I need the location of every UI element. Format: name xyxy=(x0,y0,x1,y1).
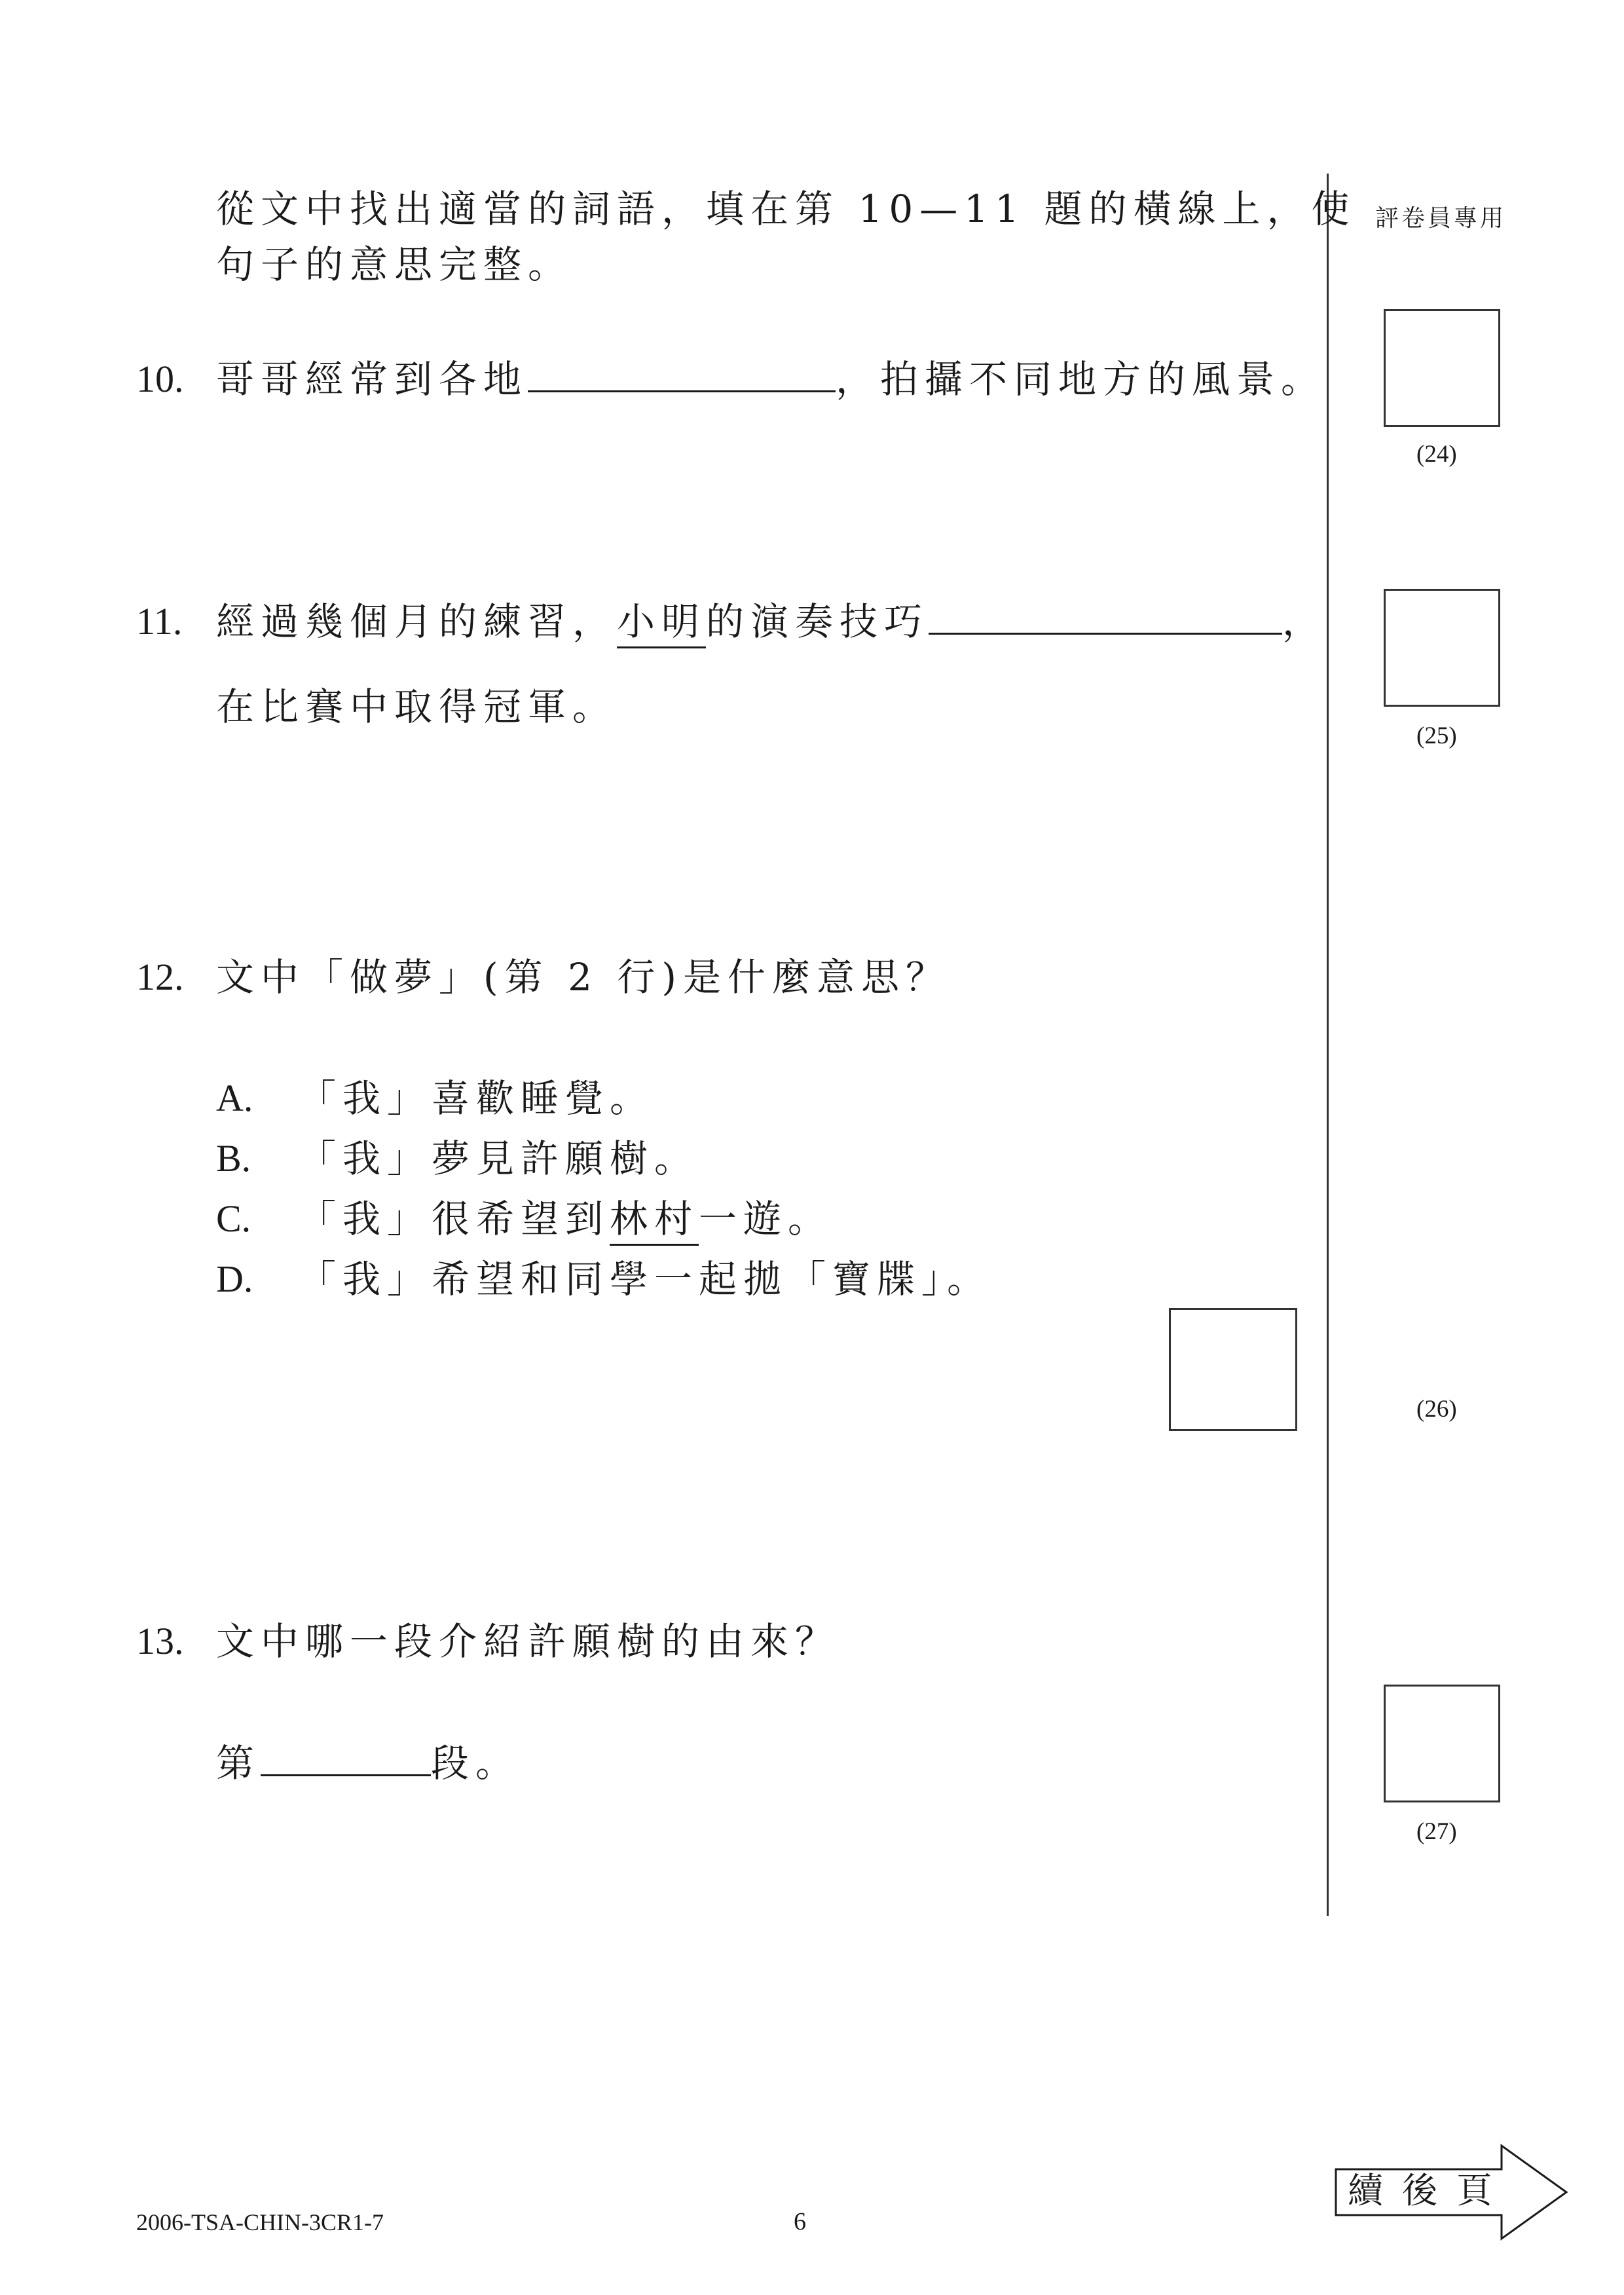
instruction-line-2: 句子的意思完整。 xyxy=(216,242,573,287)
question-10-number: 10. xyxy=(136,358,184,400)
question-11-answer-line[interactable] xyxy=(929,627,1282,635)
marker-use-header: 評卷員專用 xyxy=(1375,205,1507,232)
score-box-24[interactable] xyxy=(1384,309,1500,427)
score-label-24: (24) xyxy=(1416,441,1457,468)
person-name-xiaoming: 小明 xyxy=(617,599,706,648)
question-10-answer-line[interactable] xyxy=(528,385,836,392)
question-12-number: 12. xyxy=(136,956,184,998)
question-11-number: 11. xyxy=(136,600,183,643)
score-box-27[interactable] xyxy=(1384,1685,1500,1802)
score-label-26: (26) xyxy=(1416,1396,1457,1423)
option-d-text: 「我」希望和同學一起拋「寶牒」。 xyxy=(298,1257,992,1301)
option-a-letter: A. xyxy=(216,1077,253,1119)
question-13-answer-pre: 第 xyxy=(216,1741,261,1785)
question-13-text: 文中哪一段介紹許願樹的由來？ xyxy=(216,1619,840,1664)
option-d-letter: D. xyxy=(216,1258,253,1300)
question-11-line-2: 在比賽中取得冠軍。 xyxy=(216,684,618,729)
question-13-number: 13. xyxy=(136,1620,184,1662)
question-11-part2: 的演奏技巧 xyxy=(706,599,929,644)
paper-code: 2006-TSA-CHIN-3CR1-7 xyxy=(136,2209,384,2235)
question-13-answer xyxy=(216,1741,521,1785)
option-c-text xyxy=(298,1197,833,1241)
option-b-letter: B. xyxy=(216,1137,251,1180)
question-10-text xyxy=(216,357,1326,401)
question-13-answer-post: 段。 xyxy=(431,1741,521,1785)
score-label-25: (25) xyxy=(1416,722,1457,749)
option-c-letter: C. xyxy=(216,1197,251,1240)
question-11-text xyxy=(216,599,1327,644)
option-c-pre: 「我」很希望到 xyxy=(298,1197,610,1241)
option-a-text: 「我」喜歡睡覺。 xyxy=(298,1076,655,1121)
continue-arrow xyxy=(1335,2143,1570,2241)
question-13-answer-line[interactable] xyxy=(261,1769,431,1776)
question-12-text: 文中「做夢」(第 2 行)是什麼意思？ xyxy=(216,955,951,999)
option-b-text: 「我」夢見許願樹。 xyxy=(298,1136,699,1181)
question-10-after: ，拍攝不同地方的風景。 xyxy=(836,357,1326,401)
option-c-post: 一遊。 xyxy=(699,1197,833,1241)
question-11-part1: 經過幾個月的練習， xyxy=(216,599,618,644)
place-name-lam-tsuen: 林村 xyxy=(610,1197,699,1246)
score-label-27: (27) xyxy=(1416,1818,1457,1845)
question-11-after: ， xyxy=(1282,599,1327,644)
page-number: 6 xyxy=(794,2208,806,2235)
margin-divider xyxy=(1327,174,1329,1916)
question-10-before: 哥哥經常到各地 xyxy=(216,357,528,401)
continue-label: 續 後 頁 xyxy=(1348,2170,1496,2211)
answer-box-12[interactable] xyxy=(1169,1308,1297,1431)
instruction-line-1: 從文中找出適當的詞語，填在第 10—11 題的橫線上，使 xyxy=(216,187,1356,231)
score-box-25[interactable] xyxy=(1384,589,1500,707)
